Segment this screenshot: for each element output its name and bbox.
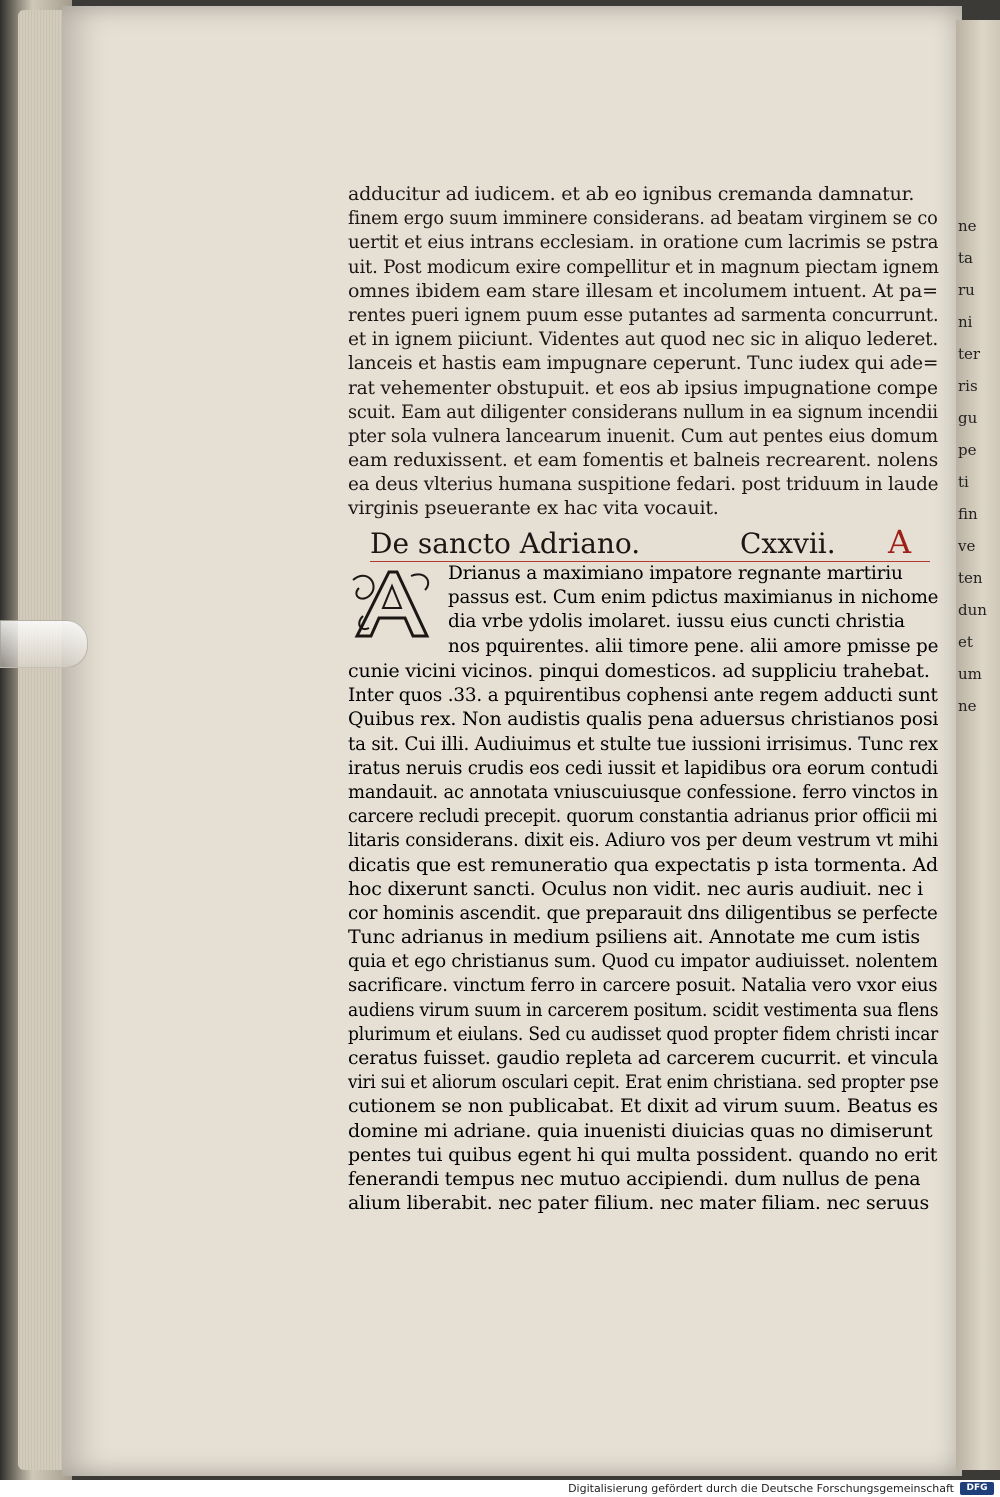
text-line: quia et ego christianus sum. Quod cu impator audiuisset. nolentem xyxy=(348,950,938,973)
decorated-initial-icon xyxy=(349,566,435,640)
initial-lines xyxy=(448,562,938,659)
text-line: passus est. Cum enim pdictus maximianus in nichome xyxy=(448,587,939,609)
facing-page-fragment: um xyxy=(958,665,982,683)
footer-bar xyxy=(0,1480,1000,1497)
text-line: lanceis et hastis eam impugnare ceperunt. Tunc iudex qui ade= xyxy=(348,352,939,375)
text-line: cunie vicini vicinos. pinqui domesticos. ad suppliciu trahebat. xyxy=(348,660,930,682)
text-line: litaris considerans. dixit eis. Adiuro vos per deum vestrum vt mihi xyxy=(348,829,939,852)
text-line: audiens virum suum in carcerem positum. scidit vestimenta sua flens xyxy=(348,998,939,1021)
text-line: mandauit. ac annotata vniuscuiusque confessione. ferro vinctos in xyxy=(348,780,938,803)
text-line: Inter quos .33. a pquirentibus cophensi ante regem adducti sunt xyxy=(348,684,938,707)
text-line: cor hominis ascendit. que preparauit dns diligentibus se perfecte xyxy=(348,901,938,924)
text-line: omnes ibidem eam stare illesam et incolumem intuent. At pa= xyxy=(348,279,938,302)
text-line: carcere recludi precepit. quorum constantia adrianus prior officii mi xyxy=(348,805,938,828)
facing-page-fragment: ne xyxy=(958,697,977,715)
page-marker-tab xyxy=(0,620,88,668)
text-line: Drianus a maximiano impatore regnante martiriu xyxy=(448,563,903,584)
body-paragraph xyxy=(348,659,938,1215)
page-stack xyxy=(18,10,66,1470)
text-line: hoc dixerunt sancti. Oculus non vidit. nec auris audiuit. nec i xyxy=(348,877,923,900)
chapter-heading xyxy=(370,523,930,562)
text-line: Quibus rex. Non audistis qualis pena aduersus christianos posi xyxy=(348,708,939,731)
facing-page-fragment: gu xyxy=(958,409,978,427)
text-line: alium liberabit. nec pater filium. nec mater filiam. nec seruus xyxy=(348,1192,930,1215)
text-line: rentes pueri ignem puum esse putantes ad sarmenta concurrunt. xyxy=(348,303,939,326)
chapter-title: De sancto Adriano. xyxy=(370,527,641,560)
text-line: dia vrbe ydolis imolaret. iussu eius cuncti christia xyxy=(448,611,905,633)
facing-page-fragment: ne xyxy=(958,217,977,235)
text-line: ceratus fuisset. gaudio repleta ad carcerem cucurrit. et vincula xyxy=(348,1047,939,1069)
facing-page-fragment: ru xyxy=(958,281,975,299)
text-line: virginis pseuerante ex hac vita vocauit. xyxy=(348,497,719,520)
text-line: iratus neruis crudis eos cedi iussit et lapidibus ora eorum contudi xyxy=(348,756,938,779)
facing-page-fragment: fin xyxy=(958,505,978,523)
text-line: uertit et eius intrans ecclesiam. in oratione cum lacrimis se pstra xyxy=(348,231,939,254)
top-paragraph xyxy=(348,182,938,521)
facing-page-fragment: dun xyxy=(958,601,987,619)
facing-page-fragment: et xyxy=(958,633,973,651)
facing-page-fragment: pe xyxy=(958,441,977,459)
text-line: et in ignem piiciunt. Videntes aut quod nec sic in aliquo lederet. xyxy=(348,328,939,351)
facing-page-fragment: ta xyxy=(958,249,973,267)
funding-credit: Digitalisierung gefördert durch die Deutsche Forschungsgemeinschaft xyxy=(568,1482,954,1495)
text-line: rat vehementer obstupuit. et eos ab ipsius impugnatione compe xyxy=(348,376,938,399)
facing-page-fragment: ris xyxy=(958,377,978,395)
dfg-logo-icon: DFG xyxy=(960,1482,994,1495)
text-line: uit. Post modicum exire compellitur et in magnum piectam ignem xyxy=(348,255,939,278)
text-line: ta sit. Cui illi. Audiuimus et stulte tue iussioni irrisimus. Tunc rex xyxy=(348,732,938,755)
facing-page-fragment: ten xyxy=(958,569,983,587)
text-line: fenerandi tempus nec mutuo accipiendi. dum nullus de pena xyxy=(348,1167,921,1190)
facing-page-fragment: ni xyxy=(958,313,973,331)
text-line: sacrificare. vinctum ferro in carcere posuit. Natalia vero vxor eius xyxy=(348,974,938,997)
text-line: finem ergo suum imminere considerans. ad beatam virginem se co xyxy=(348,207,938,230)
text-line: nos pquirentes. alii timore pene. alii amore pmisse pe xyxy=(448,635,939,657)
facing-page-edge xyxy=(956,20,1000,1470)
text-line: dicatis que est remuneratio qua expectatis p ista tormenta. Ad xyxy=(348,853,939,876)
facing-page-fragments xyxy=(958,210,998,722)
text-line: pter sola vulnera lancearum inuenit. Cum aut pentes eius domum xyxy=(348,424,938,447)
facing-page-fragment: ve xyxy=(958,537,976,555)
text-line: plurimum et eiulans. Sed cu audisset quod propter fidem christi incar xyxy=(348,1022,939,1045)
text-line: cutionem se non publicabat. Et dixit ad virum suum. Beatus es xyxy=(348,1095,938,1118)
text-line: adducitur ad iudicem. et ab eo ignibus cremanda damnatur. xyxy=(348,183,915,205)
facing-page-fragment: ti xyxy=(958,473,969,491)
text-line: viri sui et aliorum osculari cepit. Erat enim christiana. sed propter pse xyxy=(348,1071,939,1094)
text-line: domine mi adriane. quia inuenisti diuicias quas no dimiserunt xyxy=(348,1119,933,1142)
facing-page-fragment: ter xyxy=(958,345,981,363)
text-line: Tunc adrianus in medium psiliens ait. Annotate me cum istis xyxy=(348,926,920,949)
text-line: scuit. Eam aut diligenter considerans nullum in ea signum incendii xyxy=(348,400,938,423)
text-line: ea deus vlterius humana suspitione fedari. post triduum in laude xyxy=(348,473,939,496)
text-line: eam reduxissent. et eam fomentis et balneis recrearent. nolens xyxy=(348,449,939,472)
text-line: pentes tui quibus egent hi qui multa possident. quando no erit xyxy=(348,1143,938,1166)
chapter-number: Cxxvii. xyxy=(740,527,836,560)
guide-letter: A xyxy=(888,523,912,561)
